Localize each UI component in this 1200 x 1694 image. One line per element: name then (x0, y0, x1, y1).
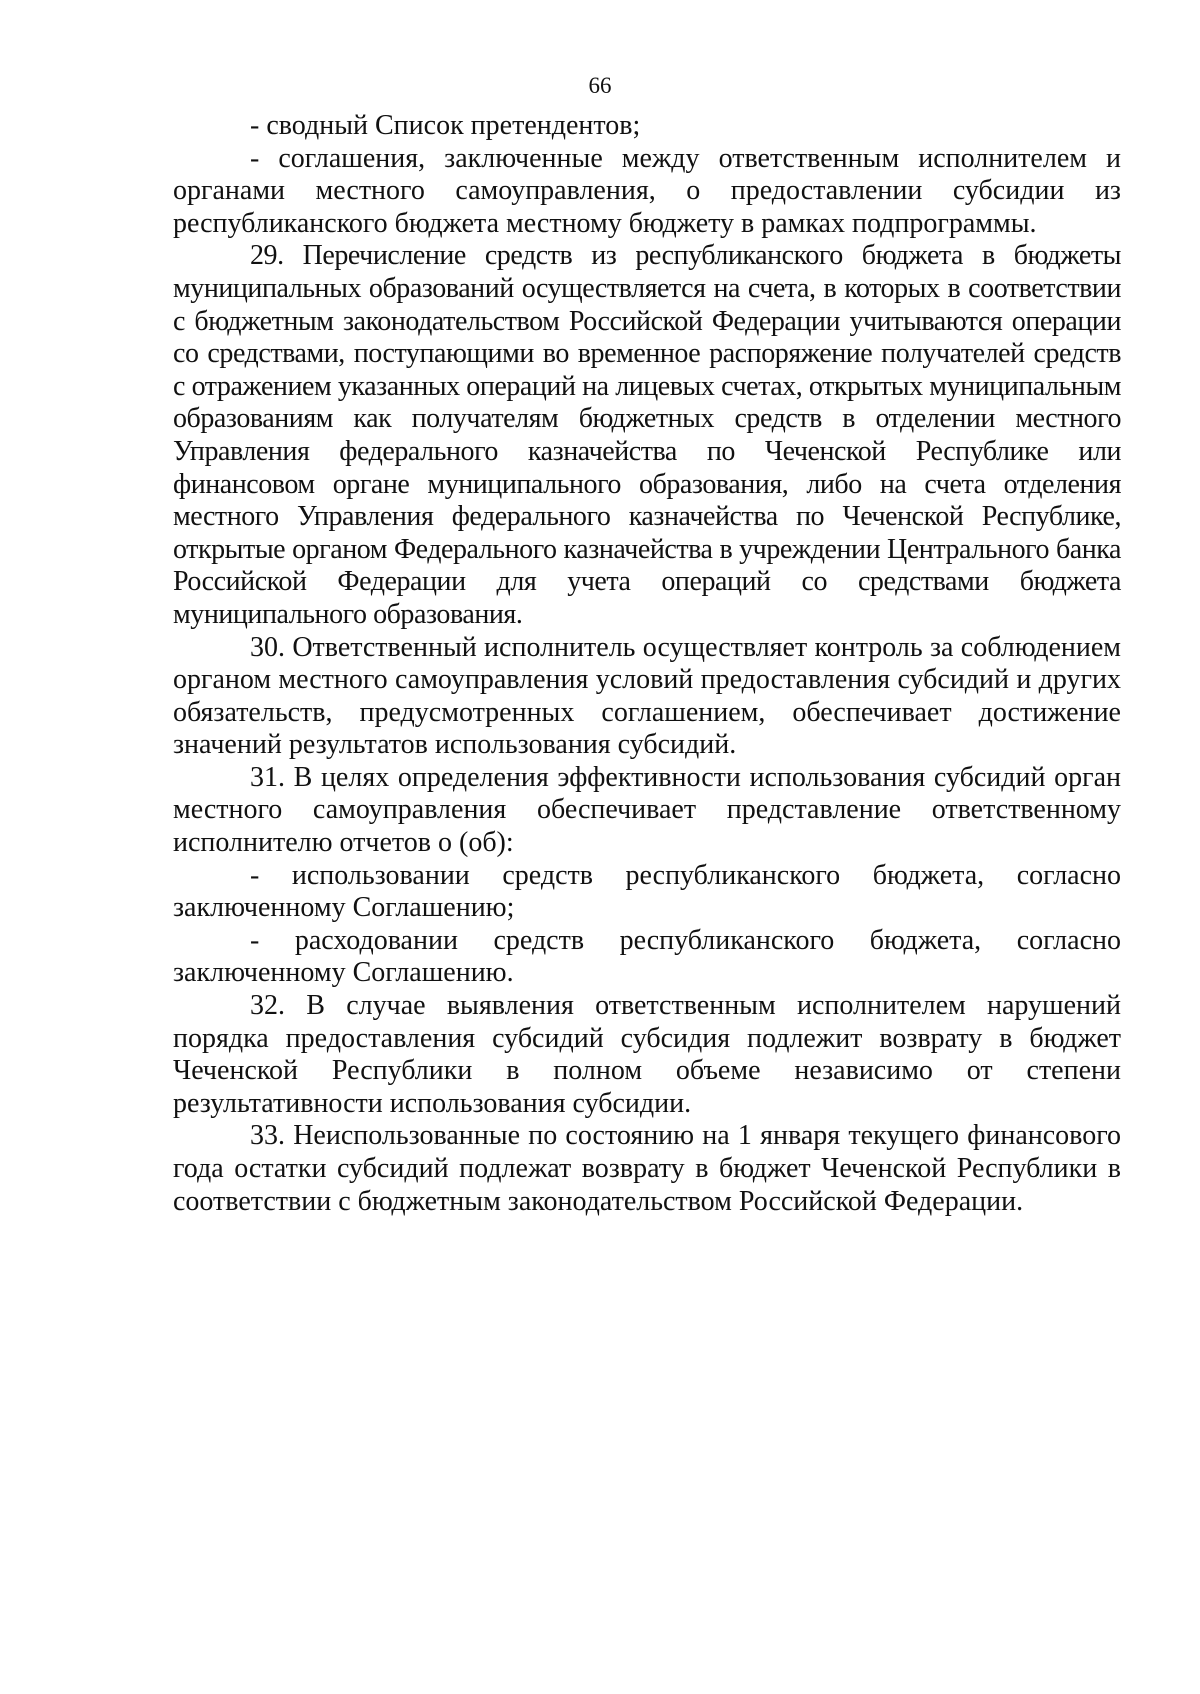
paragraph-list-item-agreements: - соглашения, заключенные между ответственным исполнителем и органами местного самоуправления, о предоставлении субсидии из республиканского бюджета местному бюджету в рамках подпрограммы. (173, 142, 1121, 239)
paragraph-list-item-usage: - использовании средств республиканского бюджета, согласно заключенному Соглашению; (173, 859, 1121, 924)
paragraph-33: 33. Неиспользованные по состоянию на 1 января текущего финансового года остатки субсидий подлежат возврату в бюджет Чеченской Республики в соответствии с бюджетным законодательством Российской Федерации. (173, 1120, 1121, 1217)
paragraph-list-item-spending: - расходовании средств республиканского бюджета, согласно заключенному Соглашению. (173, 924, 1121, 989)
paragraph-list-item-applicants: - сводный Список претендентов; (250, 110, 641, 141)
paragraph-32: 32. В случае выявления ответственным исполнителем нарушений порядка предоставления субсидий субсидия подлежит возврату в бюджет Чеченской Республики в полном объеме независимо от степени результативности использования субсидии. (173, 990, 1121, 1119)
paragraph-30: 30. Ответственный исполнитель осуществляет контроль за соблюдением органом местного самоуправления условий предоставления субсидий и других обязательств, предусмотренных соглашением, обеспечивает достижение значений результатов использования субсидий. (173, 631, 1121, 761)
paragraph-31: 31. В целях определения эффективности использования субсидий орган местного самоуправления обеспечивает представление ответственному исполнителю отчетов о (об): (173, 761, 1121, 859)
page-number: 66 (588, 73, 612, 98)
paragraph-29: 29. Перечисление средств из республиканского бюджета в бюджеты муниципальных образований осуществляется на счета, в которых в соответствии с бюджетным законодательством Российской Федерации учитываются операции со средствами, поступающими во временное распоряжение получателей средств с отражением указанных операций на лицевых счетах, открытых муниципальным образованиям как получателям бюджетных средств в отделении местного Управления федерального казначейства по Чеченской Республике или финансовом органе муниципального образования, либо на счета отделения местного Управления федерального казначейства по Чеченской Республике, открытые органом Федерального казначейства в учреждении Центрального банка Российской Федерации для учета операций со средствами бюджета муниципального образования. (173, 240, 1121, 630)
document-body (173, 110, 1121, 1218)
